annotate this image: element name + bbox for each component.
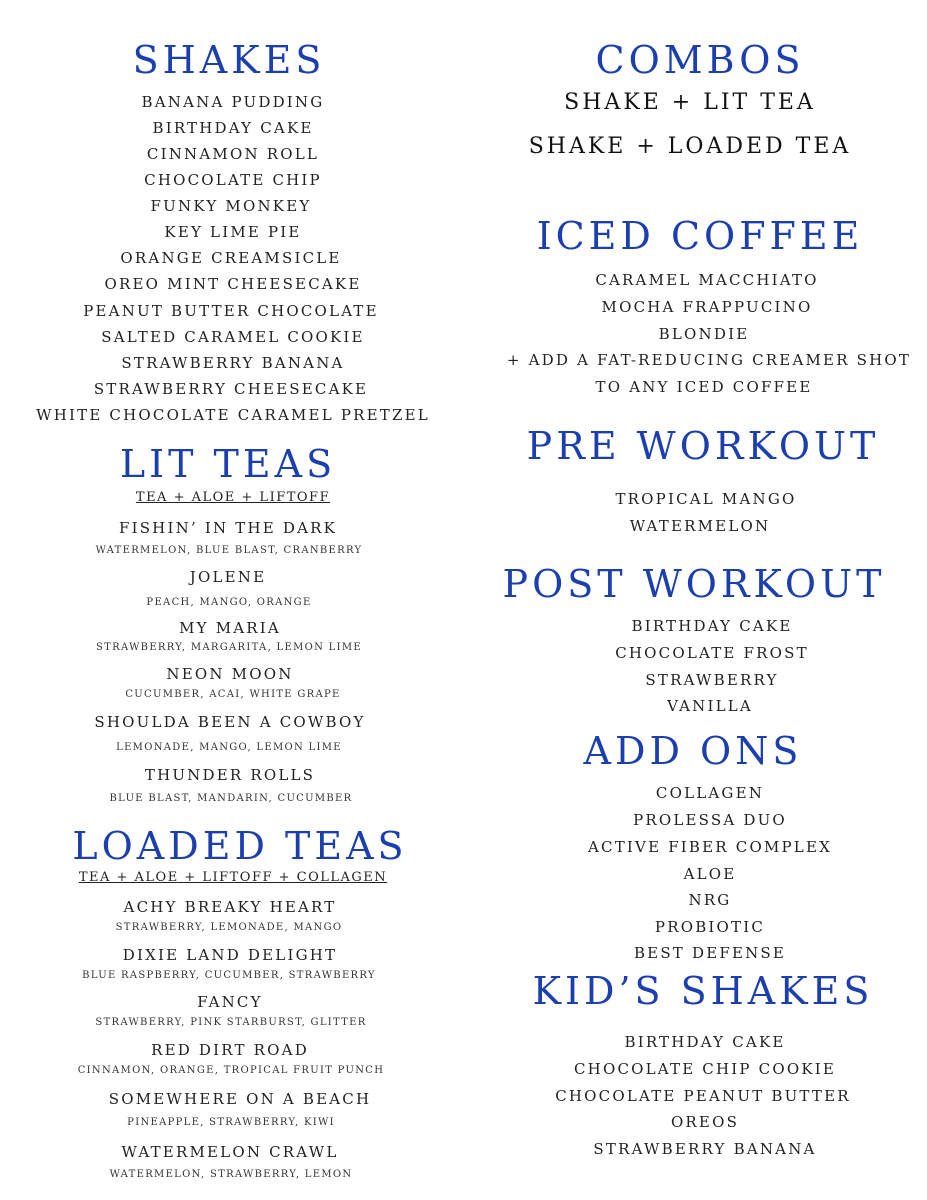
- loaded-tea-flavors: CINNAMON, ORANGE, TROPICAL FRUIT PUNCH: [77, 1065, 385, 1076]
- loaded-tea-flavors: BLUE RASPBERRY, CUCUMBER, STRAWBERRY: [82, 970, 376, 981]
- shakes-item: CINNAMON ROLL: [146, 145, 320, 163]
- lit-tea-flavors: CUCUMBER, ACAI, WHITE GRAPE: [125, 689, 341, 700]
- loaded-tea-flavors: PINEAPPLE, STRAWBERRY, KIWI: [127, 1117, 335, 1128]
- shakes-item: STRAWBERRY BANANA: [121, 354, 345, 372]
- combos-heading: COMBOS: [595, 38, 805, 82]
- iced-coffee-heading: ICED COFFEE: [536, 214, 864, 258]
- shakes-item: ORANGE CREAMSICLE: [120, 249, 342, 267]
- loaded-tea-name: WATERMELON CRAWL: [121, 1143, 339, 1161]
- loaded-tea-name: SOMEWHERE ON A BEACH: [108, 1090, 372, 1108]
- shakes-item: BANANA PUDDING: [141, 93, 325, 111]
- kids-shake-item: CHOCOLATE CHIP COOKIE: [573, 1060, 837, 1078]
- combo-item: SHAKE + LOADED TEA: [528, 134, 852, 159]
- post-workout-heading: POST WORKOUT: [502, 562, 886, 606]
- lit-tea-name: THUNDER ROLLS: [144, 766, 316, 784]
- kids-shake-item: BIRTHDAY CAKE: [624, 1033, 786, 1051]
- shakes-item: FUNKY MONKEY: [150, 197, 312, 215]
- lit-tea-flavors: LEMONADE, MANGO, LEMON LIME: [116, 742, 342, 753]
- loaded-tea-flavors: STRAWBERRY, PINK STARBURST, GLITTER: [95, 1017, 367, 1028]
- iced-coffee-item: TO ANY ICED COFFEE: [595, 378, 813, 396]
- kids-shake-item: STRAWBERRY BANANA: [593, 1140, 817, 1158]
- iced-coffee-item: BLONDIE: [658, 325, 750, 343]
- shakes-item: STRAWBERRY CHEESECAKE: [93, 380, 369, 398]
- iced-coffee-item: CARAMEL MACCHIATO: [595, 271, 819, 289]
- lit-tea-name: FISHIN’ IN THE DARK: [118, 519, 338, 537]
- lit-tea-name: NEON MOON: [166, 665, 294, 683]
- pre-workout-item: WATERMELON: [629, 517, 771, 535]
- lit-tea-flavors: STRAWBERRY, MARGARITA, LEMON LIME: [96, 642, 362, 653]
- shakes-item: WHITE CHOCOLATE CARAMEL PRETZEL: [36, 406, 430, 424]
- pre-workout-heading: PRE WORKOUT: [526, 424, 880, 468]
- shakes-item: KEY LIME PIE: [164, 223, 302, 241]
- lit-tea-name: JOLENE: [189, 568, 267, 586]
- loaded-tea-name: FANCY: [197, 993, 263, 1011]
- pre-workout-item: TROPICAL MANGO: [615, 490, 797, 508]
- post-workout-item: VANILLA: [667, 697, 753, 715]
- lit-tea-name: MY MARIA: [179, 619, 281, 637]
- shakes-item: PEANUT BUTTER CHOCOLATE: [83, 302, 379, 320]
- loaded-teas-formula: TEA + ALOE + LIFTOFF + COLLAGEN: [78, 870, 388, 885]
- lit-tea-flavors: BLUE BLAST, MANDARIN, CUCUMBER: [109, 793, 353, 804]
- shakes-item: OREO MINT CHEESECAKE: [104, 275, 362, 293]
- shakes-item: SALTED CARAMEL COOKIE: [101, 328, 365, 346]
- lit-tea-flavors: PEACH, MANGO, ORANGE: [146, 597, 312, 608]
- iced-coffee-item: MOCHA FRAPPUCINO: [601, 298, 813, 316]
- lit-teas-formula: TEA + ALOE + LIFTOFF: [135, 490, 331, 505]
- kids-shake-item: CHOCOLATE PEANUT BUTTER: [555, 1087, 851, 1105]
- add-on-item: COLLAGEN: [655, 784, 765, 802]
- loaded-tea-name: RED DIRT ROAD: [151, 1041, 309, 1059]
- kids-shake-item: OREOS: [670, 1113, 740, 1131]
- add-on-item: BEST DEFENSE: [633, 944, 787, 962]
- post-workout-item: CHOCOLATE FROST: [615, 644, 809, 662]
- add-on-item: PROBIOTIC: [654, 918, 766, 936]
- add-ons-heading: ADD ONS: [583, 729, 803, 773]
- lit-teas-heading: LIT TEAS: [119, 442, 337, 486]
- loaded-tea-name: ACHY BREAKY HEART: [123, 898, 337, 916]
- lit-tea-flavors: WATERMELON, BLUE BLAST, CRANBERRY: [95, 545, 363, 556]
- lit-tea-name: SHOULDA BEEN A COWBOY: [94, 713, 366, 731]
- kids-shakes-heading: KID’S SHAKES: [532, 969, 874, 1013]
- post-workout-item: STRAWBERRY: [645, 671, 779, 689]
- loaded-teas-heading: LOADED TEAS: [72, 824, 408, 868]
- add-on-item: ACTIVE FIBER COMPLEX: [588, 838, 832, 856]
- shakes-heading: SHAKES: [132, 38, 326, 82]
- loaded-tea-flavors: STRAWBERRY, LEMONADE, MANGO: [115, 922, 343, 933]
- add-on-item: PROLESSA DUO: [633, 811, 787, 829]
- loaded-tea-flavors: WATERMELON, STRAWBERRY, LEMON: [109, 1169, 353, 1180]
- shakes-item: BIRTHDAY CAKE: [152, 119, 314, 137]
- add-on-item: NRG: [688, 891, 732, 909]
- add-on-item: ALOE: [683, 865, 737, 883]
- shakes-item: CHOCOLATE CHIP: [144, 171, 322, 189]
- loaded-tea-name: DIXIE LAND DELIGHT: [122, 946, 338, 964]
- iced-coffee-item: + ADD A FAT-REDUCING CREAMER SHOT: [506, 351, 912, 369]
- post-workout-item: BIRTHDAY CAKE: [631, 617, 793, 635]
- combo-item: SHAKE + LIT TEA: [564, 90, 816, 115]
